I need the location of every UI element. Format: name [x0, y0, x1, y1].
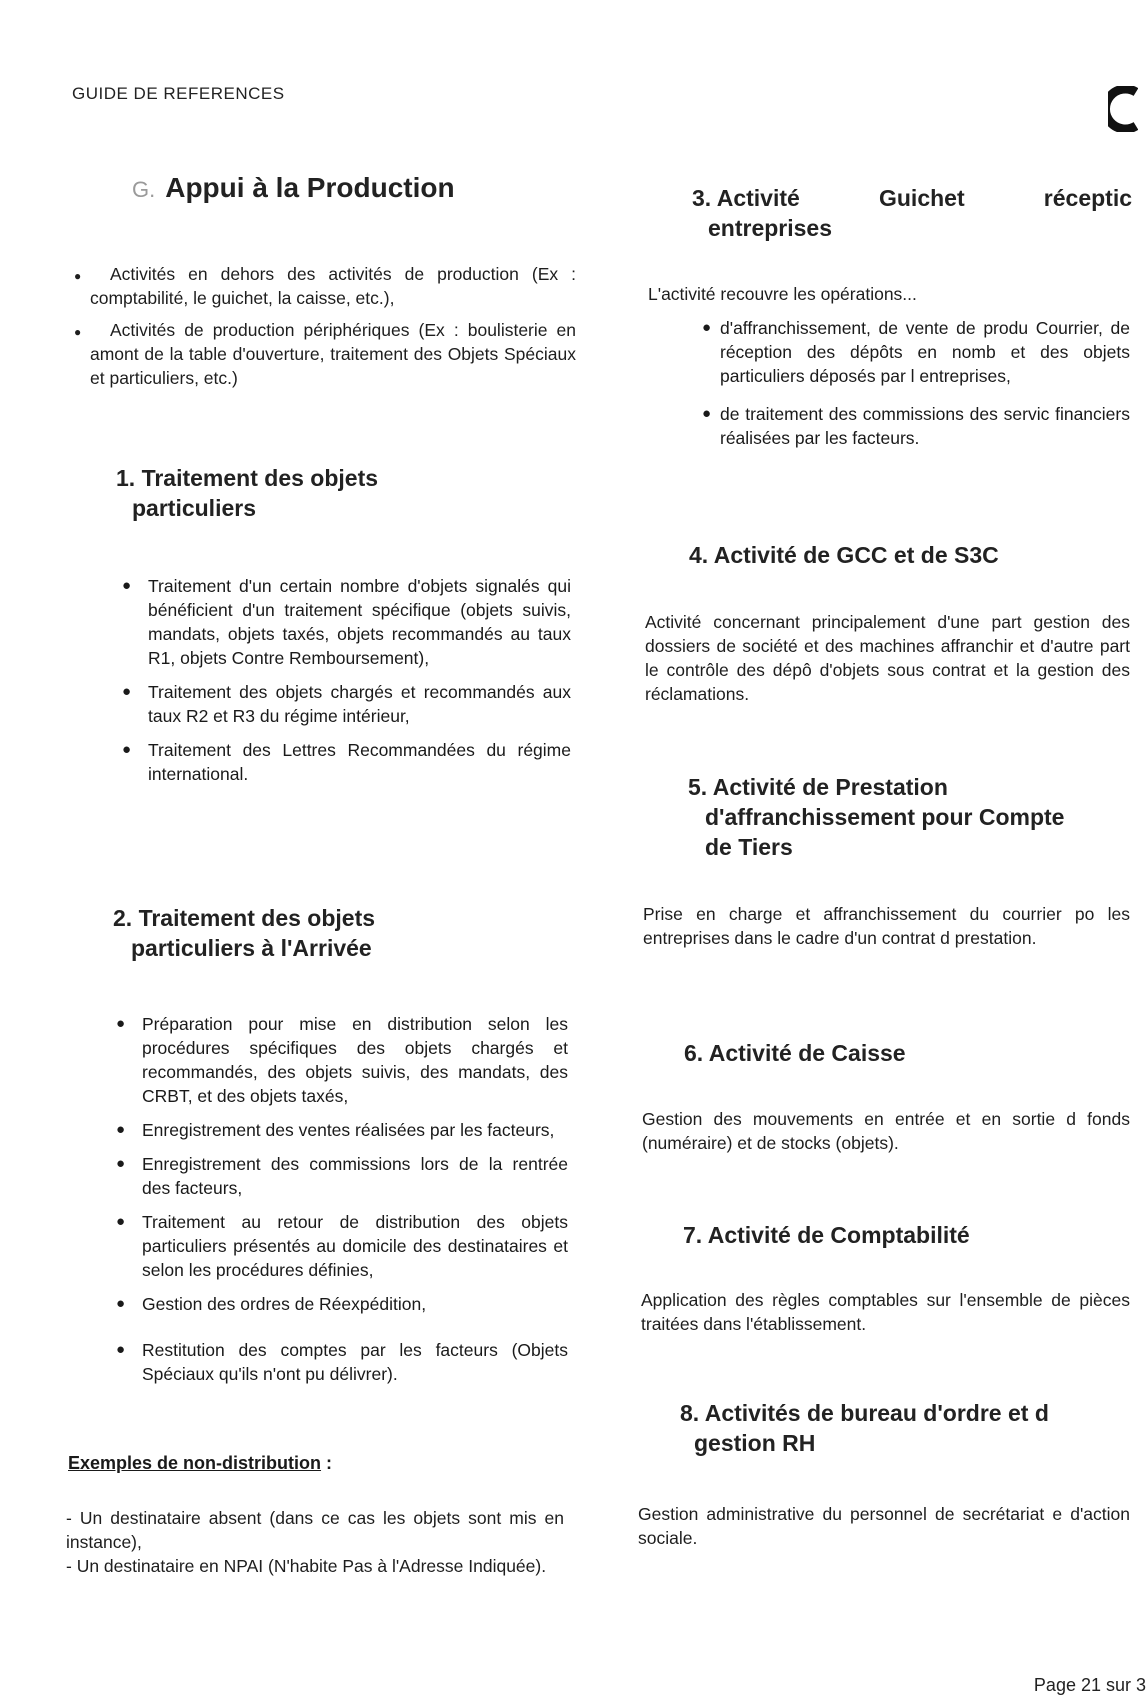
section-5-text: Prise en charge et affranchissement du courrier po les entreprises dans le cadre d'un contrat d prestation. [643, 904, 1130, 948]
list-item: ● de traitement des commissions des servic financiers réalisées par les facteurs. [702, 404, 1130, 448]
list-item: ● Préparation pour mise en distribution selon les procédures spécifiques des objets chargés et recommandés, des objets suivis, des mandats, des CRBT, et des objets taxés, [116, 1014, 568, 1106]
list-item: ● Restitution des comptes par les facteurs (Objets Spéciaux qu'ils n'ont pu délivrer). [116, 1340, 568, 1384]
list-item: ● Traitement des objets chargés et recommandés aux taux R2 et R3 du régime intérieur, [122, 682, 571, 726]
bullet-icon: ● [122, 683, 132, 700]
page-number: Page 21 sur 3 [1033, 1675, 1146, 1695]
list-item: ● Gestion des ordres de Réexpédition, [116, 1294, 427, 1314]
list-item: ● Enregistrement des commissions lors de la rentrée des facteurs, [116, 1154, 568, 1198]
bullet-icon: ● [122, 741, 132, 758]
bullet-icon: ● [116, 1015, 126, 1032]
section-6-text: Gestion des mouvements en entrée et en sortie d fonds (numéraire) et de stocks (objets). [642, 1109, 1130, 1153]
section-1-title: 1. Traitement des objets particuliers [116, 465, 379, 521]
intro-bullet-list [74, 262, 576, 390]
section-3-bullet-list [702, 316, 1130, 460]
section-2-title: 2. Traitement des objets particuliers à l'Arrivée [113, 905, 376, 961]
section-4-title: 4. Activité de GCC et de S3C [689, 542, 999, 568]
list-item: ● Activités en dehors des activités de production (Ex : comptabilité, le guichet, la caisse, etc.), [74, 264, 576, 308]
bullet-icon: ● [74, 269, 82, 283]
examples-text: - Un destinataire absent (dans ce cas les objets sont mis en instance), - Un destinataire en NPAI (N'habite Pas à l'Adresse Indiquée). [66, 1508, 564, 1576]
section-7-text: Application des règles comptables sur l'ensemble de pièces traitées dans l'établissement. [641, 1290, 1130, 1334]
bullet-icon: ● [74, 325, 82, 339]
section-1-bullet-list [122, 574, 571, 796]
bullet-icon: ● [702, 319, 712, 336]
bullet-icon: ● [116, 1341, 126, 1358]
section-6-title: 6. Activité de Caisse [684, 1040, 906, 1066]
bullet-icon: ● [116, 1121, 126, 1138]
section-2-bullet-list [116, 1012, 568, 1396]
bullet-icon: ● [702, 405, 712, 422]
section-3-title: 3. Activité Guichet réceptic entreprises [692, 185, 1132, 241]
bullet-icon: ● [116, 1213, 126, 1230]
list-item: ● Activités de production périphériques (Ex : boulisterie en amont de la table d'ouverture, traitement des Objets Spéciaux et particuliers, etc.) [74, 320, 576, 388]
list-item: ● Traitement des Lettres Recommandées du régime international. [122, 740, 571, 784]
section-8-title: 8. Activités de bureau d'ordre et d gestion RH [680, 1400, 1049, 1456]
section-title-text: Appui à la Production [165, 172, 455, 203]
section-3-intro: L'activité recouvre les opérations... [648, 284, 917, 304]
section-8-text: Gestion administrative du personnel de secrétariat e d'action sociale. [638, 1504, 1130, 1548]
euro-logo-icon [1108, 86, 1138, 132]
bullet-icon: ● [122, 577, 132, 594]
list-item: ● Traitement au retour de distribution des objets particuliers présentés au domicile des destinataires et selon les procédures définies, [116, 1212, 568, 1280]
bullet-icon: ● [116, 1295, 126, 1312]
section-title [132, 172, 455, 204]
examples-heading: Exemples de non-distribution : [68, 1453, 333, 1473]
list-item: ● d'affranchissement, de vente de produ Courrier, de réception des dépôts en nomb et des objets particuliers déposés par l entreprises, [702, 318, 1130, 386]
section-letter: G. [132, 177, 156, 202]
document-header: GUIDE DE REFERENCES [72, 84, 285, 103]
list-item: ● Traitement d'un certain nombre d'objets signalés qui bénéficient d'un traitement spécifique (objets suivis, mandats, objets taxés, objets recommandés au taux R1, objets Contre Remboursement), [122, 576, 571, 668]
section-7-title: 7. Activité de Comptabilité [683, 1222, 970, 1248]
section-4-text: Activité concernant principalement d'une part gestion des dossiers de société et des machines affranchir et d'autre part le contrôle des dépô d'objets sous contrat et la gestion des réclamations. [645, 612, 1130, 704]
bullet-icon: ● [116, 1155, 126, 1172]
section-5-title: 5. Activité de Prestation d'affranchissement pour Compte de Tiers [688, 774, 1065, 860]
list-item: ● Enregistrement des ventes réalisées par les facteurs, [116, 1120, 555, 1140]
